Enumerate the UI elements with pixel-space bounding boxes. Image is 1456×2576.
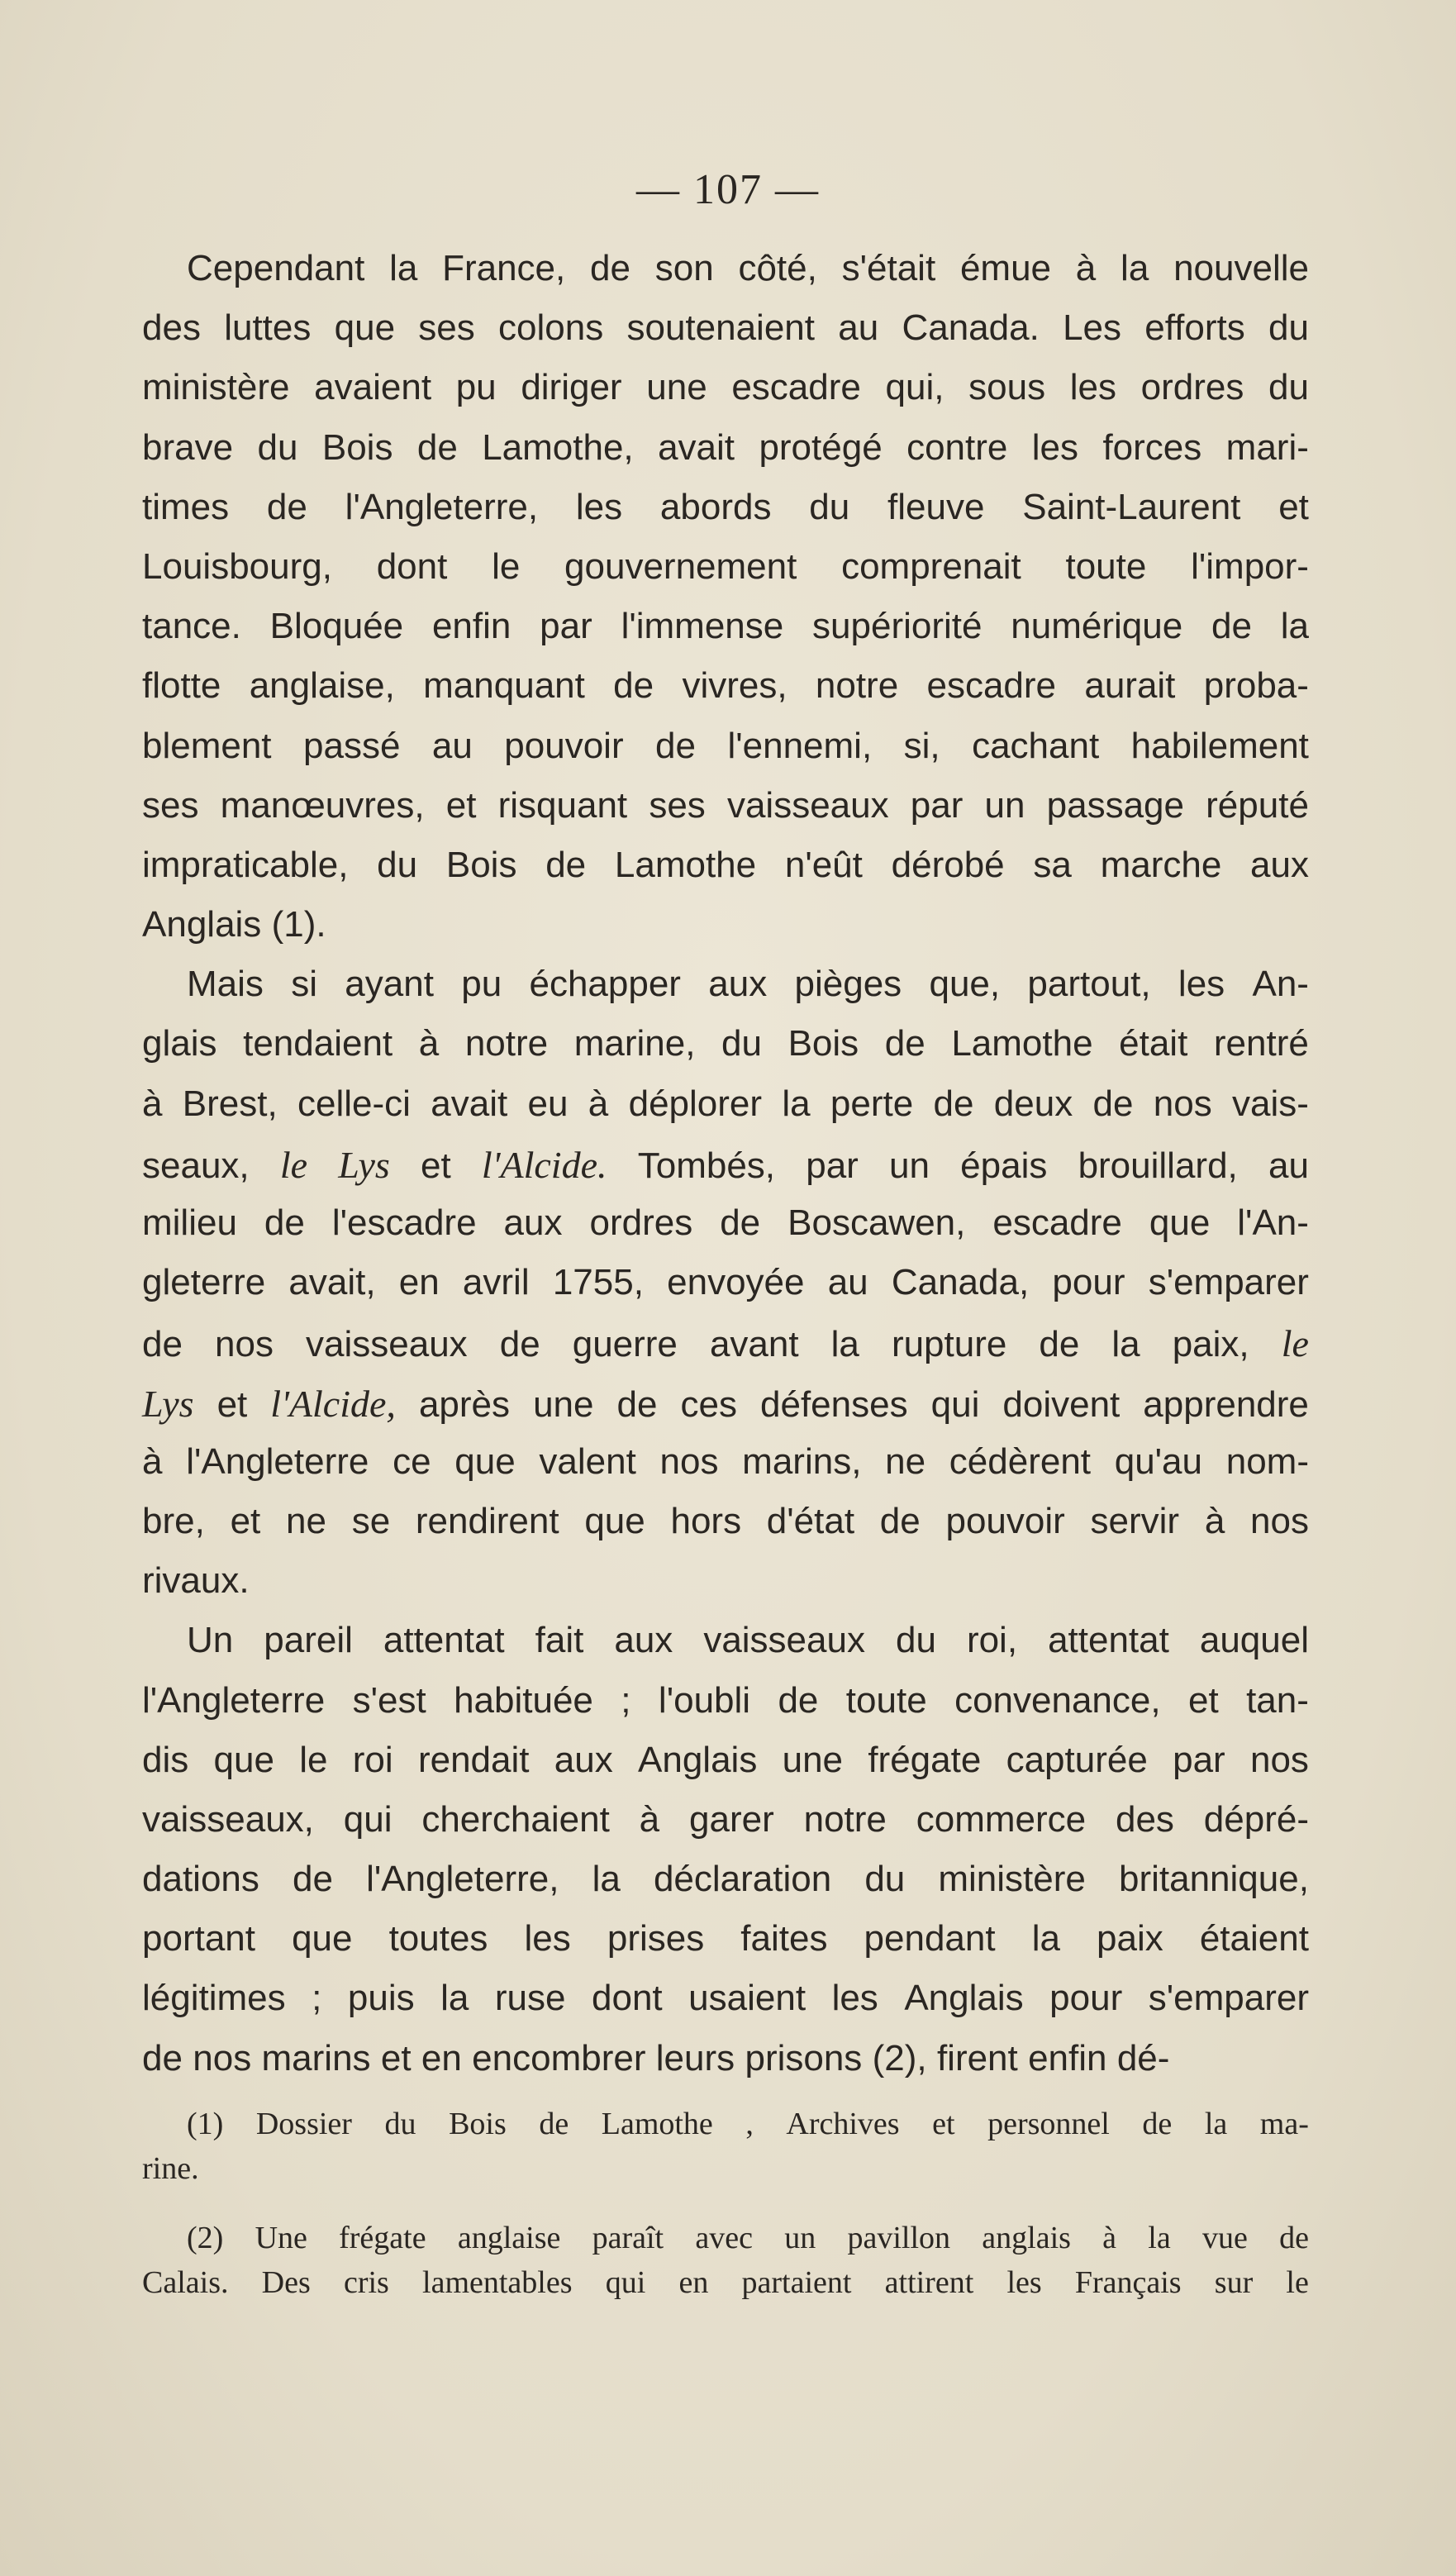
text-line: vaisseaux, qui cherchaient à garer notre commerce des dépré- [142, 1798, 1309, 1840]
text-line: bre, et ne se rendirent que hors d'état de pouvoir servir à nos [142, 1500, 1309, 1541]
footnote-line: Calais. Des cris lamentables qui en partaient attirent les Français sur le [142, 2265, 1309, 2300]
text-line: ministère avaient pu diriger une escadre qui, sous les ordres du [142, 367, 1309, 408]
footnote-line: (1) Dossier du Bois de Lamothe , Archives et personnel de la ma- [187, 2107, 1309, 2141]
text-line: portant que toutes les prises faites pendant la paix étaient [142, 1918, 1309, 1959]
text-line: impraticable, du Bois de Lamothe n'eût dérobé sa marche aux [142, 844, 1309, 885]
text-line: Anglais (1). [142, 904, 326, 945]
text-line: dations de l'Angleterre, la déclaration du ministère britannique, [142, 1859, 1309, 1900]
text-line: à Brest, celle-ci avait eu à déplorer la perte de deux de nos vais- [142, 1083, 1309, 1124]
text-line: l'Angleterre s'est habituée ; l'oubli de toute convenance, et tan- [142, 1679, 1309, 1721]
text-line: Un pareil attentat fait aux vaisseaux du roi, attentat auquel [187, 1620, 1309, 1661]
text-line: blement passé au pouvoir de l'ennemi, si, cachant habilement [142, 725, 1309, 766]
text-line: Mais si ayant pu échapper aux pièges que, partout, les An- [187, 964, 1309, 1005]
text-line: milieu de l'escadre aux ordres de Boscawen, escadre que l'An- [142, 1202, 1309, 1243]
text-line: Cependant la France, de son côté, s'était émue à la nouvelle [187, 248, 1309, 288]
text-line: de nos marins et en encombrer leurs prisons (2), firent enfin dé- [142, 2037, 1170, 2078]
footnote-line: (2) Une frégate anglaise paraît avec un pavillon anglais à la vue de [187, 2221, 1309, 2255]
text-line: de nos vaisseaux de guerre avant la rupture de la paix, le [142, 1322, 1309, 1365]
text-line: dis que le roi rendait aux Anglais une frégate capturée par nos [142, 1739, 1309, 1780]
text-line: tance. Bloquée enfin par l'immense supériorité numérique de la [142, 606, 1309, 647]
footnote-line: rine. [142, 2151, 199, 2186]
body-text [142, 248, 1309, 2097]
page-number: — 107 — [636, 166, 820, 213]
text-line: ses manœuvres, et risquant ses vaisseaux par un passage réputé [142, 784, 1309, 826]
text-line: seaux, le Lys et l'Alcide. Tombés, par un épais brouillard, au [142, 1143, 1309, 1186]
text-line: times de l'Angleterre, les abords du fleuve Saint-Laurent et [142, 486, 1309, 527]
footnote-gap [142, 2195, 1309, 2220]
text-line: flotte anglaise, manquant de vivres, notre escadre aurait proba- [142, 665, 1309, 707]
text-line: Louisbourg, dont le gouvernement comprenait toute l'impor- [142, 545, 1309, 587]
footnotes [142, 2106, 1309, 2309]
text-line: rivaux. [142, 1560, 250, 1602]
text-line: des luttes que ses colons soutenaient au Canada. Les efforts du [142, 307, 1309, 349]
text-line: brave du Bois de Lamothe, avait protégé contre les forces mari- [142, 426, 1309, 468]
text-line: gleterre avait, en avril 1755, envoyée au Canada, pour s'emparer [142, 1262, 1309, 1303]
text-line: légitimes ; puis la ruse dont usaient les Anglais pour s'emparer [142, 1978, 1309, 2019]
text-line: Lys et l'Alcide, après une de ces défenses qui doivent apprendre [142, 1382, 1309, 1425]
text-line: glais tendaient à notre marine, du Bois de Lamothe était rentré [142, 1023, 1309, 1064]
text-line: à l'Angleterre ce que valent nos marins, ne cédèrent qu'au nom- [142, 1440, 1309, 1482]
